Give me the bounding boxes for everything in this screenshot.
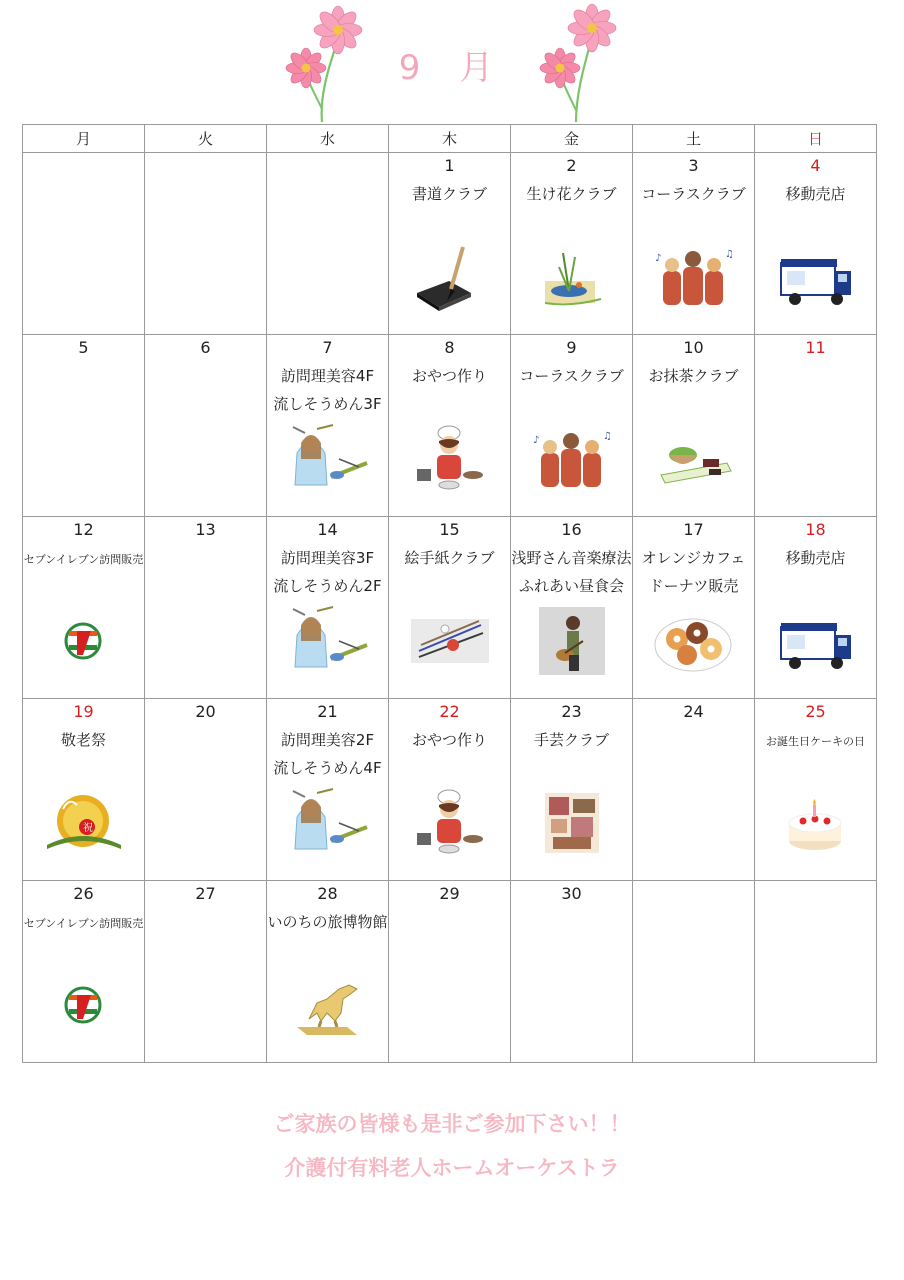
matcha-icon [653,423,735,495]
seven-eleven-icon [43,969,125,1041]
calendar-day-cell [145,517,267,699]
day-number: 18 [805,520,826,539]
event-label: 流しそうめん2F [273,577,382,595]
hairdresser-somen-icon [287,423,369,495]
painting-brushes-icon [409,605,491,677]
day-number: 3 [688,156,699,175]
day-number: 6 [200,338,211,357]
calendar-day-cell [389,517,511,699]
calendar-day-cell [389,881,511,1063]
day-number: 15 [439,520,460,539]
weekday-tue: 火 [145,125,267,153]
day-number: 8 [444,338,455,357]
calendar-day-cell [267,335,389,517]
calendar-day-cell [23,699,145,881]
calendar-day-cell [511,335,633,517]
day-number: 19 [73,702,94,721]
day-number: 9 [566,338,577,357]
calendar-day-cell [23,153,145,335]
calendar-day-cell [145,699,267,881]
calendar-day-cell [755,881,877,1063]
calendar-day-cell [145,153,267,335]
svg-text:♫: ♫ [603,431,612,442]
seven-eleven-icon [43,605,125,677]
donuts-icon [653,605,735,677]
calendar-day-cell [755,517,877,699]
event-label: 流しそうめん3F [273,395,382,413]
event-label: おやつ作り [411,731,487,749]
handicraft-icon [531,787,613,859]
calendar-day-cell [755,153,877,335]
weekday-wed: 水 [267,125,389,153]
calendar-day-cell [23,881,145,1063]
day-number: 14 [317,520,338,539]
event-label: 訪問理美容3F [280,549,375,567]
event-label: オレンジカフェ [641,549,746,567]
day-number: 25 [805,702,826,721]
calendar-week-row [23,153,877,335]
calendar-day-cell [633,699,755,881]
celebration-icon [43,787,125,859]
weekday-sun: 日 [755,125,877,153]
calendar-day-cell [511,699,633,881]
event-label: 訪問理美容4F [280,367,375,385]
event-label: いのちの旅博物館 [267,913,388,931]
ikebana-icon [531,241,613,313]
calendar-day-cell [267,153,389,335]
calendar-day-cell [267,699,389,881]
cooking-icon [409,787,491,859]
day-number: 29 [439,884,460,903]
weekday-thu: 木 [389,125,511,153]
day-number: 30 [561,884,582,903]
event-label: 浅野さん音楽療法 [511,549,632,567]
calendar-week-row [23,335,877,517]
calendar-day-cell [389,335,511,517]
event-label: おやつ作り [411,367,487,385]
month-title: 9 月 [398,48,508,88]
day-number: 26 [73,884,94,903]
dinosaur-icon [287,969,369,1041]
calendar-day-cell [511,517,633,699]
calendar-day-cell [633,517,755,699]
chorus-icon [653,241,735,313]
weekday-fri: 金 [511,125,633,153]
event-label: 敬老祭 [60,731,106,749]
truck-icon [775,241,857,313]
calendar-day-cell [23,335,145,517]
day-number: 27 [195,884,216,903]
event-label: 移動売店 [785,549,846,567]
calendar-header [0,0,904,124]
weekday-mon: 月 [23,125,145,153]
day-number: 13 [195,520,216,539]
hairdresser-somen-icon [287,605,369,677]
footer-invitation: ご家族の皆様も是非ご参加下さい！！ [273,1112,631,1136]
event-label: 生け花クラブ [526,185,617,203]
calendar-day-cell [511,153,633,335]
event-label: 書道クラブ [411,185,487,203]
calendar-day-cell [267,517,389,699]
day-number: 10 [683,338,704,357]
svg-text:♪: ♪ [655,253,662,264]
guitarist-photo-icon [531,605,613,677]
day-number: 17 [683,520,704,539]
day-number: 28 [317,884,338,903]
svg-text:祝: 祝 [83,823,93,834]
event-label: セブンイレブン訪問販売 [23,917,144,930]
day-number: 22 [439,702,460,721]
calendar-week-row [23,699,877,881]
cosmos-flower-left-icon [282,4,372,122]
day-number: 16 [561,520,582,539]
calendar-grid [22,124,877,1063]
weekday-header-row [23,125,877,153]
event-label: ドーナツ販売 [648,577,739,595]
calendar-day-cell [633,153,755,335]
event-label: 絵手紙クラブ [404,549,495,567]
weekday-sat: 土 [633,125,755,153]
day-number: 21 [317,702,338,721]
calendar-day-cell [755,335,877,517]
calendar-day-cell [633,335,755,517]
day-number: 12 [73,520,94,539]
day-number: 1 [444,156,455,175]
cosmos-flower-right-icon [536,2,626,122]
calendar-day-cell [23,517,145,699]
svg-text:♪: ♪ [533,435,540,446]
calendar-day-cell [511,881,633,1063]
day-number: 5 [78,338,89,357]
svg-text:♫: ♫ [725,249,734,260]
event-label: 訪問理美容2F [280,731,375,749]
footer-facility-name: 介護付有料老人ホームオーケストラ [284,1156,620,1180]
chorus-icon [531,423,613,495]
day-number: 24 [683,702,704,721]
cooking-icon [409,423,491,495]
calligraphy-icon [409,241,491,313]
day-number: 7 [322,338,333,357]
event-label: コーラスクラブ [641,185,746,203]
event-label: 流しそうめん4F [273,759,382,777]
birthday-cake-icon [775,787,857,859]
calendar-week-row [23,881,877,1063]
calendar-day-cell [145,335,267,517]
day-number: 2 [566,156,577,175]
calendar-day-cell [755,699,877,881]
calendar-day-cell [267,881,389,1063]
day-number: 23 [561,702,582,721]
truck-icon [775,605,857,677]
hairdresser-somen-icon [287,787,369,859]
calendar-week-row [23,517,877,699]
calendar-day-cell [145,881,267,1063]
event-label: ふれあい昼食会 [518,577,624,595]
calendar-day-cell [389,699,511,881]
day-number: 4 [810,156,821,175]
event-label: お誕生日ケーキの日 [766,735,865,748]
event-label: お抹茶クラブ [648,367,739,385]
day-number: 11 [805,338,826,357]
calendar-day-cell [633,881,755,1063]
event-label: コーラスクラブ [519,367,624,385]
event-label: 手芸クラブ [533,731,609,749]
event-label: セブンイレブン訪問販売 [23,553,144,566]
day-number: 20 [195,702,216,721]
event-label: 移動売店 [785,185,846,203]
calendar-day-cell [389,153,511,335]
